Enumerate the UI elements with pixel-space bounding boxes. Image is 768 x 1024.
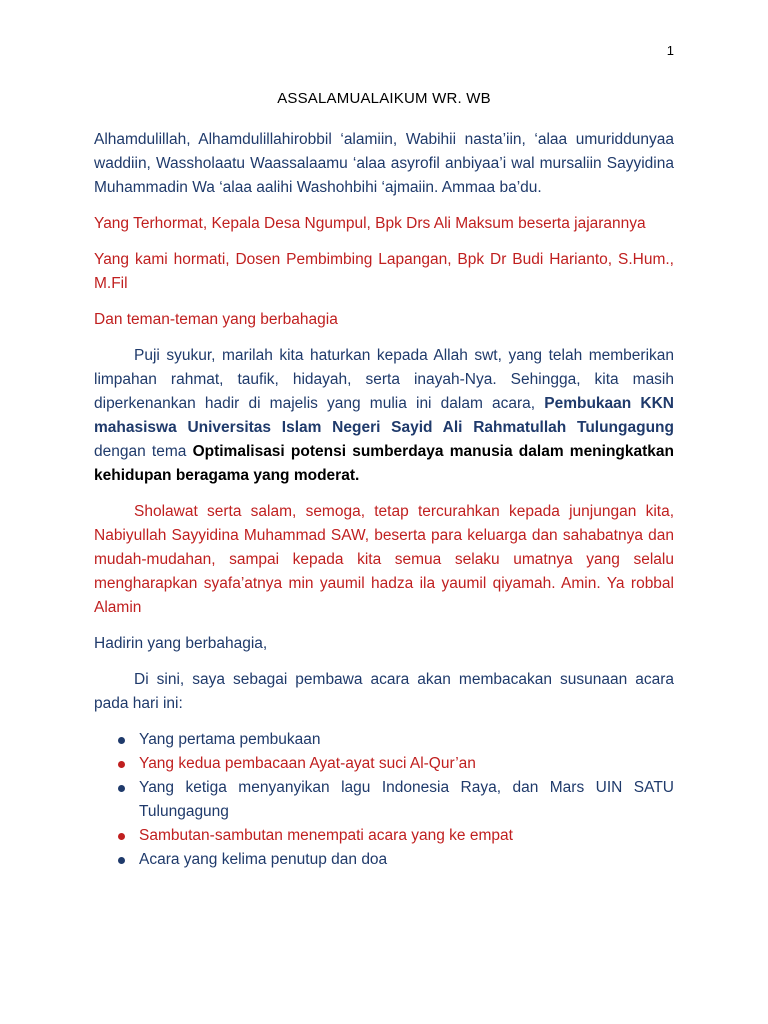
greeting-village-head: Yang Terhormat, Kepala Desa Ngumpul, Bpk Drs Ali Maksum beserta jajarannya [94,215,646,232]
sholawat-paragraph: Sholawat serta salam, semoga, tetap tercurahkan kepada junjungan kita, Nabiyullah Sayyidina Muhammad SAW, beserta para keluarga dan sahabatnya dan mudah-mudahan, sampai kepada kita semua selaku umatnya yang selalu mengharapkan syafa’atnya min yaumil hadza ila yaumil qiyamah. Amin. Ya robbal Alamin [94,503,674,616]
agenda-item [94,728,674,752]
hadirin-line: Hadirin yang berbahagia, [94,635,268,652]
agenda-item-text: Yang ketiga menyanyikan lagu Indonesia Raya, dan Mars UIN SATU Tulungagung [139,779,674,820]
bullet-icon [118,785,125,792]
event-theme: Optimalisasi potensi sumberdaya manusia dalam meningkatkan kehidupan beragama yang moderat. [94,443,675,484]
gratitude-text: Puji syukur, marilah kita haturkan kepada Allah swt, yang telah memberikan limpahan rahmat, taufik, hidayah, serta inayah-Nya. Sehingga, kita masih diperkenankan hadir di majelis yang mulia ini dalam acara, [94,347,674,412]
bullet-icon [118,833,125,840]
agenda-item [94,776,674,824]
opening-paragraph: Alhamdulillah, Alhamdulillahirobbil ‘alamiin, Wabihii nasta’iin, ‘alaa umuriddunyaa waddiin, Wassholaatu Waassalaamu ‘alaa asyrofil anbiyaa’i wal mursaliin Sayyidina Muhammadin Wa ‘alaa aalihi Washohbihi ‘ajmaiin. Ammaa ba’du. [94,131,674,196]
agenda-list [94,728,674,872]
document-title: ASSALAMUALAIKUM WR. WB [277,90,491,107]
agenda-item [94,848,674,872]
agenda-item [94,824,674,848]
bullet-icon [118,737,125,744]
greeting-supervisor: Yang kami hormati, Dosen Pembimbing Lapangan, Bpk Dr Budi Harianto, S.Hum., M.Fil [94,251,674,292]
event-name: Pembukaan KKN mahasiswa Universitas Islam Negeri Sayid Ali Rahmatullah Tulungagung [94,395,674,436]
bullet-icon [118,857,125,864]
gratitude-paragraph [94,344,674,488]
agenda-item-text: Yang kedua pembacaan Ayat-ayat suci Al-Qur’an [139,755,476,772]
greeting-friends: Dan teman-teman yang berbahagia [94,311,338,328]
agenda-item-text: Acara yang kelima penutup dan doa [139,851,388,868]
gratitude-connector: dengan tema [94,443,193,460]
agenda-intro: Di sini, saya sebagai pembawa acara akan membacakan susunaan acara pada hari ini: [94,671,674,712]
page-number: 1 [666,43,674,58]
bullet-icon [118,761,125,768]
document-body [94,128,674,872]
agenda-item-text: Sambutan-sambutan menempati acara yang ke empat [139,827,513,844]
agenda-item [94,752,674,776]
agenda-item-text: Yang pertama pembukaan [139,731,321,748]
